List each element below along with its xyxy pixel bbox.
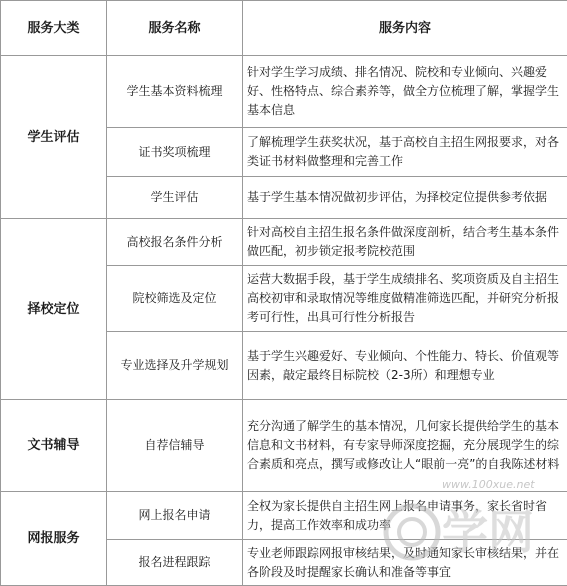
category-online-apply: 网报服务 <box>1 492 107 586</box>
service-name: 高校报名条件分析 <box>107 219 243 266</box>
service-content: 充分沟通了解学生的基本情况，几何家长提供给学生的基本信息和文书材料，有专家导师深度挖掘，充分展现学生的综合素质和亮点，撰写或修改让人“眼前一亮”的自我陈述材料 <box>243 400 567 492</box>
service-content: 了解梳理学生获奖状况，基于高校自主招生网报要求，对各类证书材料做整理和完善工作 <box>243 128 567 177</box>
header-row <box>1 1 567 56</box>
header-service-name: 服务名称 <box>107 1 243 56</box>
service-content: 针对学生学习成绩、排名情况、院校和专业倾向、兴趣爱好、性格特点、综合素养等，做全方位梳理了解，掌握学生基本信息 <box>243 56 567 128</box>
service-name: 院校筛选及定位 <box>107 266 243 332</box>
header-service-content: 服务内容 <box>243 1 567 56</box>
service-name: 报名进程跟踪 <box>107 540 243 586</box>
table-row <box>1 492 567 540</box>
service-name: 学生评估 <box>107 177 243 219</box>
service-content: 全权为家长提供自主招生网上报名申请事务，家长省时省力，提高工作效率和成功率 <box>243 492 567 540</box>
service-name: 网上报名申请 <box>107 492 243 540</box>
service-content: 针对高校自主招生报名条件做深度剖析，结合考生基本条件做匹配，初步锁定报考院校范围 <box>243 219 567 266</box>
service-content: 基于学生兴趣爱好、专业倾向、个性能力、特长、价值观等因素，敲定最终目标院校（2-3所）和理想专业 <box>243 332 567 400</box>
category-doc-support: 文书辅导 <box>1 400 107 492</box>
service-content: 专业老师跟踪网报审核结果，及时通知家长审核结果，并在各阶段及时提醒家长确认和准备等事宜 <box>243 540 567 586</box>
service-name: 自荐信辅导 <box>107 400 243 492</box>
watermark-url: www.100xue.net <box>442 478 535 491</box>
table-row <box>1 219 567 266</box>
category-student-eval: 学生评估 <box>1 56 107 219</box>
category-school-select: 择校定位 <box>1 219 107 400</box>
service-name: 学生基本资料梳理 <box>107 56 243 128</box>
header-category: 服务大类 <box>1 1 107 56</box>
service-content: 运营大数据手段，基于学生成绩排名、奖项资质及自主招生高校初审和录取情况等维度做精准筛选匹配，并研究分析报考可行性，出具可行性分析报告 <box>243 266 567 332</box>
watermark-text: 学网 <box>442 505 534 559</box>
service-content: 基于学生基本情况做初步评估，为择校定位提供参考依据 <box>243 177 567 219</box>
service-name: 证书奖项梳理 <box>107 128 243 177</box>
table-row <box>1 56 567 128</box>
service-name: 专业选择及升学规划 <box>107 332 243 400</box>
